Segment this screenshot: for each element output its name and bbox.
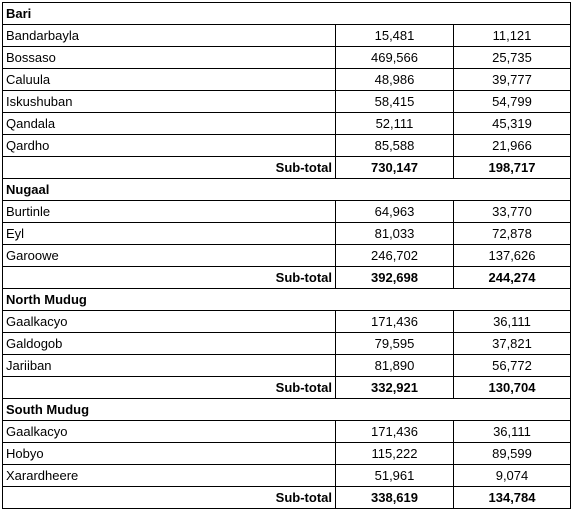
district-name: Burtinle (3, 201, 336, 223)
subtotal-row (3, 267, 571, 289)
value-2-cell: 21,966 (454, 135, 571, 157)
subtotal-label: Sub-total (3, 377, 336, 399)
table-row (3, 47, 571, 69)
value-1-cell: 81,033 (336, 223, 454, 245)
district-name: Jariiban (3, 355, 336, 377)
subtotal-value-2: 244,274 (454, 267, 571, 289)
value-2-cell: 25,735 (454, 47, 571, 69)
subtotal-value-1: 392,698 (336, 267, 454, 289)
table-row (3, 355, 571, 377)
value-1-cell: 51,961 (336, 465, 454, 487)
value-1-cell: 85,588 (336, 135, 454, 157)
table-row (3, 443, 571, 465)
subtotal-value-2: 134,784 (454, 487, 571, 509)
table-body (3, 3, 571, 509)
district-name: Eyl (3, 223, 336, 245)
value-2-cell: 33,770 (454, 201, 571, 223)
district-name: Gaalkacyo (3, 421, 336, 443)
value-2-cell: 137,626 (454, 245, 571, 267)
table-row (3, 465, 571, 487)
subtotal-row (3, 157, 571, 179)
table-row (3, 421, 571, 443)
value-2-cell: 72,878 (454, 223, 571, 245)
district-name: Qardho (3, 135, 336, 157)
value-2-cell: 36,111 (454, 311, 571, 333)
value-1-cell: 115,222 (336, 443, 454, 465)
value-1-cell: 64,963 (336, 201, 454, 223)
region-name: Bari (3, 3, 571, 25)
region-name: North Mudug (3, 289, 571, 311)
district-name: Garoowe (3, 245, 336, 267)
table-row (3, 245, 571, 267)
table-row (3, 135, 571, 157)
region-name: South Mudug (3, 399, 571, 421)
district-name: Xarardheere (3, 465, 336, 487)
subtotal-value-1: 338,619 (336, 487, 454, 509)
population-table (2, 2, 571, 509)
value-2-cell: 45,319 (454, 113, 571, 135)
subtotal-value-2: 130,704 (454, 377, 571, 399)
table-row (3, 311, 571, 333)
table-row (3, 25, 571, 47)
value-2-cell: 9,074 (454, 465, 571, 487)
value-1-cell: 246,702 (336, 245, 454, 267)
value-2-cell: 11,121 (454, 25, 571, 47)
value-2-cell: 37,821 (454, 333, 571, 355)
value-1-cell: 48,986 (336, 69, 454, 91)
region-header-row (3, 289, 571, 311)
value-1-cell: 79,595 (336, 333, 454, 355)
table-row (3, 201, 571, 223)
subtotal-value-1: 730,147 (336, 157, 454, 179)
table-row (3, 69, 571, 91)
district-name: Qandala (3, 113, 336, 135)
district-name: Galdogob (3, 333, 336, 355)
district-name: Iskushuban (3, 91, 336, 113)
table-row (3, 333, 571, 355)
district-name: Hobyo (3, 443, 336, 465)
value-1-cell: 469,566 (336, 47, 454, 69)
region-header-row (3, 179, 571, 201)
region-header-row (3, 3, 571, 25)
subtotal-row (3, 487, 571, 509)
value-2-cell: 39,777 (454, 69, 571, 91)
subtotal-label: Sub-total (3, 487, 336, 509)
subtotal-value-1: 332,921 (336, 377, 454, 399)
value-1-cell: 15,481 (336, 25, 454, 47)
value-1-cell: 81,890 (336, 355, 454, 377)
district-name: Bossaso (3, 47, 336, 69)
table-row (3, 91, 571, 113)
subtotal-value-2: 198,717 (454, 157, 571, 179)
value-1-cell: 171,436 (336, 421, 454, 443)
district-name: Bandarbayla (3, 25, 336, 47)
value-1-cell: 58,415 (336, 91, 454, 113)
value-1-cell: 171,436 (336, 311, 454, 333)
subtotal-label: Sub-total (3, 267, 336, 289)
value-1-cell: 52,111 (336, 113, 454, 135)
value-2-cell: 89,599 (454, 443, 571, 465)
district-name: Gaalkacyo (3, 311, 336, 333)
subtotal-row (3, 377, 571, 399)
subtotal-label: Sub-total (3, 157, 336, 179)
value-2-cell: 54,799 (454, 91, 571, 113)
value-2-cell: 56,772 (454, 355, 571, 377)
district-name: Caluula (3, 69, 336, 91)
table-row (3, 113, 571, 135)
value-2-cell: 36,111 (454, 421, 571, 443)
table-row (3, 223, 571, 245)
region-name: Nugaal (3, 179, 571, 201)
region-header-row (3, 399, 571, 421)
